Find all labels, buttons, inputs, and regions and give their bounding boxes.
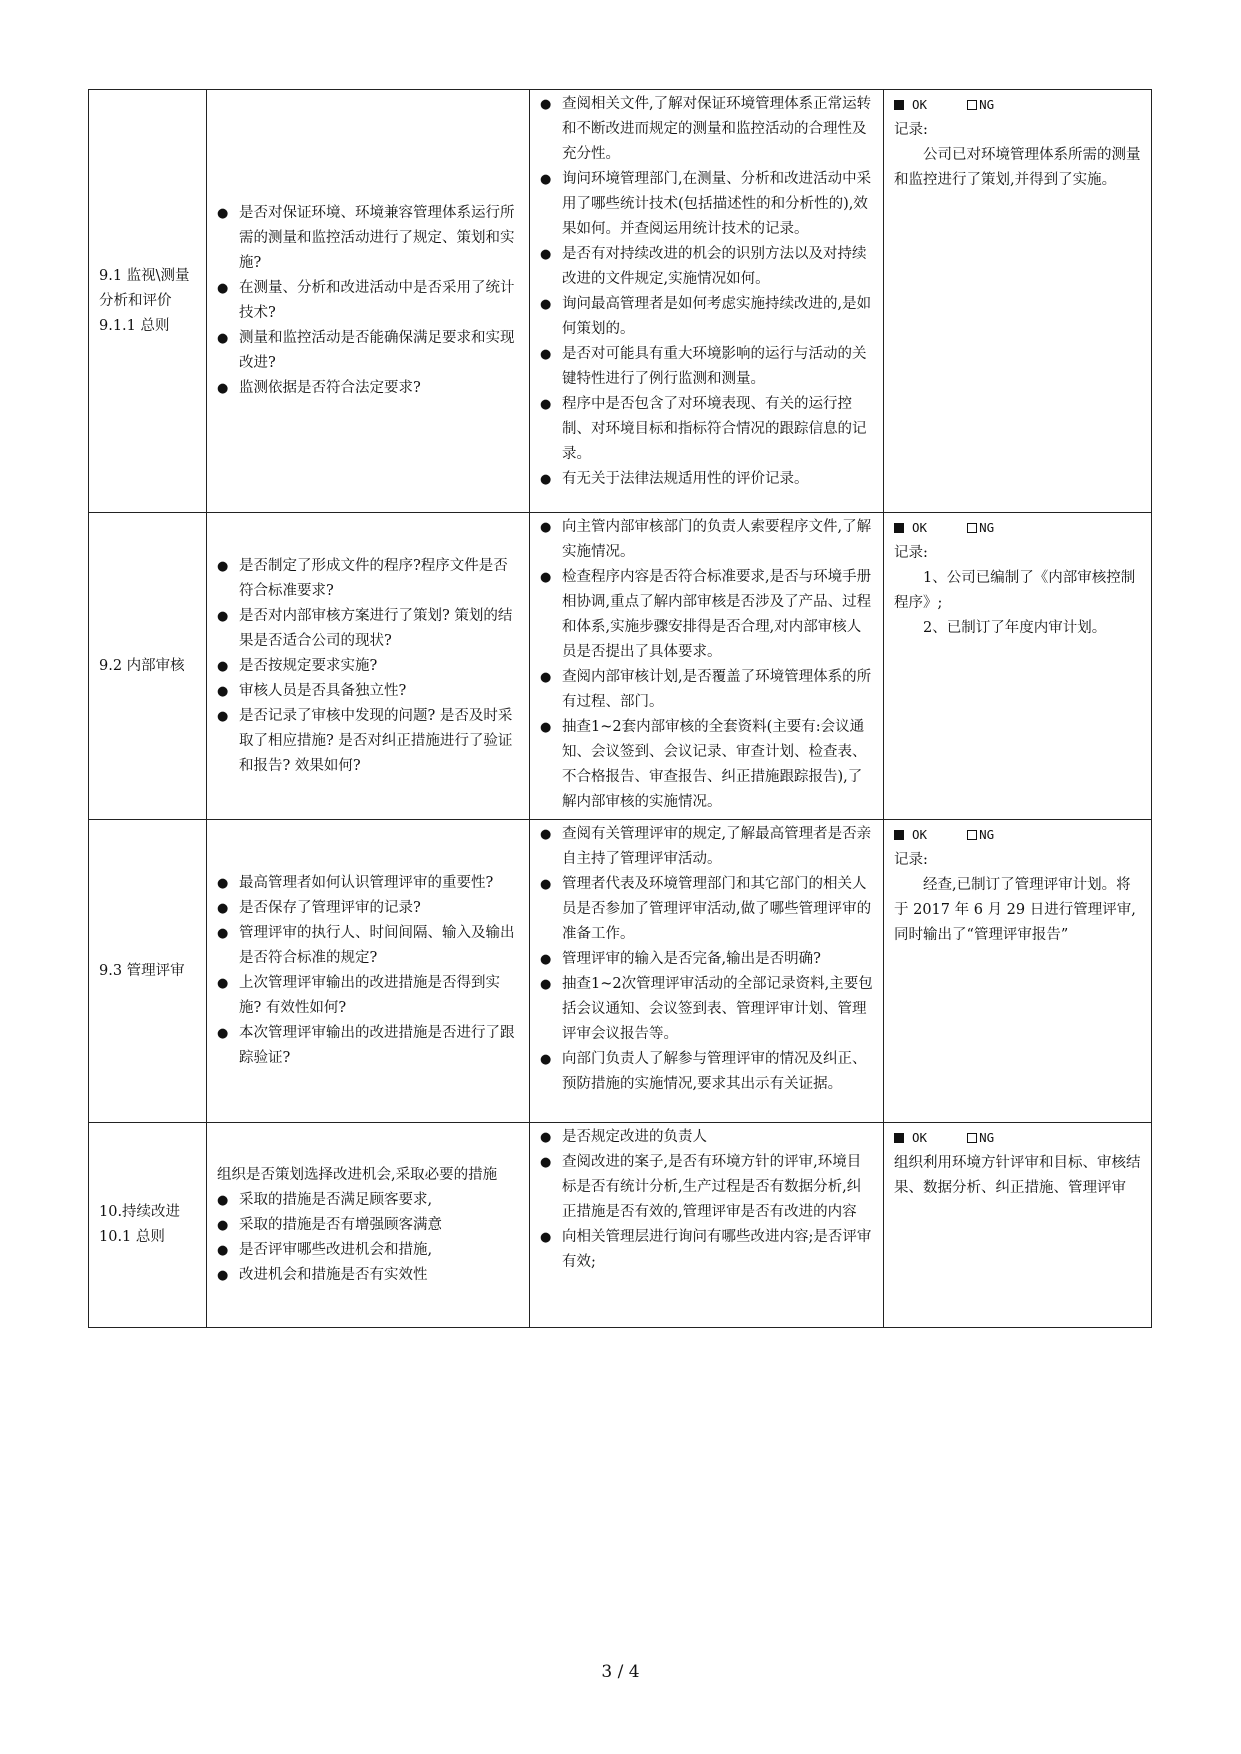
list-item: ● 有无关于法律法规适用性的评价记录。 bbox=[540, 467, 873, 492]
checked-box-icon bbox=[894, 523, 904, 533]
table-row bbox=[89, 513, 1152, 820]
result-cell bbox=[884, 1123, 1152, 1328]
list-item: ● 采取的措施是否有增强顾客满意 bbox=[217, 1213, 519, 1238]
record-label: 记录: bbox=[894, 852, 928, 868]
table-row bbox=[89, 820, 1152, 1123]
ok-ng-checkboxes bbox=[894, 1125, 1141, 1151]
list-item: ● 抽查1~2次管理评审活动的全部记录资料,主要包括会议通知、会议签到表、管理评审计划、管理评审会议报告等。 bbox=[540, 972, 873, 1047]
list-item: ● 是否保存了管理评审的记录? bbox=[217, 896, 519, 921]
requirements-cell bbox=[207, 1123, 530, 1328]
unchecked-box-icon bbox=[967, 523, 977, 533]
clause-title: 9.1 监视\测量分析和评价 bbox=[99, 267, 190, 309]
list-item: ● 本次管理评审输出的改进措施是否进行了跟踪验证? bbox=[217, 1021, 519, 1071]
ok-label: OK bbox=[912, 97, 928, 112]
ok-label: OK bbox=[912, 827, 928, 842]
list-item: ● 审核人员是否具备独立性? bbox=[217, 679, 519, 704]
ng-label: NG bbox=[979, 520, 995, 535]
list-item: ● 管理评审的输入是否完备,输出是否明确? bbox=[540, 947, 873, 972]
record-text: 2、已制订了年度内审计划。 bbox=[923, 620, 1107, 636]
record-label: 记录: bbox=[894, 545, 928, 561]
list-item: ● 是否记录了审核中发现的问题? 是否及时采取了相应措施? 是否对纠正措施进行了验证和报告? 效果如何? bbox=[217, 704, 519, 779]
list-item: ● 是否制定了形成文件的程序?程序文件是否符合标准要求? bbox=[217, 554, 519, 604]
list-item: ● 管理评审的执行人、时间间隔、输入及输出是否符合标准的规定? bbox=[217, 921, 519, 971]
ok-label: OK bbox=[912, 1130, 928, 1145]
check-method-cell bbox=[530, 1123, 884, 1328]
page-number: 3 / 4 bbox=[601, 1662, 640, 1682]
list-item: ● 是否对可能具有重大环境影响的运行与活动的关键特性进行了例行监测和测量。 bbox=[540, 342, 873, 392]
record-text: 经查,已制订了管理评审计划。将于 2017 年 6 月 29 日进行管理评审,同时输出了“管理评审报告” bbox=[894, 877, 1136, 943]
clause-cell bbox=[89, 513, 207, 820]
record-text: 公司已对环境管理体系所需的测量和监控进行了策划,并得到了实施。 bbox=[894, 147, 1141, 188]
list-item: ● 监测依据是否符合法定要求? bbox=[217, 376, 519, 401]
record-label: 记录: bbox=[894, 122, 928, 138]
list-item: ● 查阅相关文件,了解对保证环境管理体系正常运转和不断改进而规定的测量和监控活动的合理性及充分性。 bbox=[540, 92, 873, 167]
record-text: 1、公司已编制了《内部审核控制程序》; bbox=[894, 570, 1136, 611]
record-text: 组织利用环境方针评审和目标、审核结果、数据分析、纠正措施、管理评审 bbox=[894, 1155, 1141, 1196]
list-item: ● 最高管理者如何认识管理评审的重要性? bbox=[217, 871, 519, 896]
ok-ng-checkboxes bbox=[894, 822, 1141, 848]
list-item: ● 管理者代表及环境管理部门和其它部门的相关人员是否参加了管理评审活动,做了哪些管理评审的准备工作。 bbox=[540, 872, 873, 947]
list-item: ● 程序中是否包含了对环境表现、有关的运行控制、对环境目标和指标符合情况的跟踪信息的记录。 bbox=[540, 392, 873, 467]
clause-title: 9.3 管理评审 bbox=[99, 962, 185, 979]
ok-ng-checkboxes bbox=[894, 515, 1141, 541]
list-item: ● 抽查1~2套内部审核的全套资料(主要有:会议通知、会议签到、会议记录、审查计划、检查表、不合格报告、审查报告、纠正措施跟踪报告),了解内部审核的实施情况。 bbox=[540, 715, 873, 815]
result-cell bbox=[884, 820, 1152, 1123]
list-item: ● 询问环境管理部门,在测量、分析和改进活动中采用了哪些统计技术(包括描述性的和分析性的),效果如何。并查阅运用统计技术的记录。 bbox=[540, 167, 873, 242]
list-item: ● 查阅有关管理评审的规定,了解最高管理者是否亲自主持了管理评审活动。 bbox=[540, 822, 873, 872]
list-item: ● 是否对内部审核方案进行了策划? 策划的结果是否适合公司的现状? bbox=[217, 604, 519, 654]
list-item: ● 是否规定改进的负责人 bbox=[540, 1125, 873, 1150]
list-item: ● 向主管内部审核部门的负责人索要程序文件,了解实施情况。 bbox=[540, 515, 873, 565]
requirements-intro: 组织是否策划选择改进机会,采取必要的措施 bbox=[217, 1166, 498, 1183]
list-item: ● 采取的措施是否满足顾客要求, bbox=[217, 1188, 519, 1213]
list-item: ● 是否有对持续改进的机会的识别方法以及对持续改进的文件规定,实施情况如何。 bbox=[540, 242, 873, 292]
checked-box-icon bbox=[894, 1133, 904, 1143]
clause-subtitle: 10.1 总则 bbox=[99, 1229, 165, 1245]
check-method-cell bbox=[530, 820, 884, 1123]
table-row bbox=[89, 90, 1152, 513]
ng-label: NG bbox=[979, 97, 995, 112]
list-item: ● 向相关管理层进行询问有哪些改进内容;是否评审有效; bbox=[540, 1225, 873, 1275]
clause-title: 10.持续改进 bbox=[99, 1204, 181, 1220]
ng-label: NG bbox=[979, 1130, 995, 1145]
clause-cell bbox=[89, 1123, 207, 1328]
ng-label: NG bbox=[979, 827, 995, 842]
clause-cell bbox=[89, 820, 207, 1123]
audit-checklist-table bbox=[88, 89, 1152, 1328]
list-item: ● 测量和监控活动是否能确保满足要求和实现改进? bbox=[217, 326, 519, 376]
checked-box-icon bbox=[894, 100, 904, 110]
ok-label: OK bbox=[912, 520, 928, 535]
list-item: ● 向部门负责人了解参与管理评审的情况及纠正、预防措施的实施情况,要求其出示有关证据。 bbox=[540, 1047, 873, 1097]
list-item: ● 上次管理评审输出的改进措施是否得到实施? 有效性如何? bbox=[217, 971, 519, 1021]
list-item: ● 查阅改进的案子,是否有环境方针的评审,环境目标是否有统计分析,生产过程是否有数据分析,纠正措施是否有效的,管理评审是否有改进的内容 bbox=[540, 1150, 873, 1225]
table-row bbox=[89, 1123, 1152, 1328]
clause-cell bbox=[89, 90, 207, 513]
clause-title: 9.2 内部审核 bbox=[99, 657, 185, 674]
list-item: ● 查阅内部审核计划,是否覆盖了环境管理体系的所有过程、部门。 bbox=[540, 665, 873, 715]
requirements-cell bbox=[207, 90, 530, 513]
result-cell bbox=[884, 513, 1152, 820]
unchecked-box-icon bbox=[967, 100, 977, 110]
list-item: ● 询问最高管理者是如何考虑实施持续改进的,是如何策划的。 bbox=[540, 292, 873, 342]
result-cell bbox=[884, 90, 1152, 513]
list-item: ● 是否评审哪些改进机会和措施, bbox=[217, 1238, 519, 1263]
list-item: ● 是否按规定要求实施? bbox=[217, 654, 519, 679]
ok-ng-checkboxes bbox=[894, 92, 1141, 118]
checked-box-icon bbox=[894, 830, 904, 840]
list-item: ● 在测量、分析和改进活动中是否采用了统计技术? bbox=[217, 276, 519, 326]
check-method-cell bbox=[530, 513, 884, 820]
clause-subtitle: 9.1.1 总则 bbox=[99, 317, 170, 334]
list-item: ● 是否对保证环境、环境兼容管理体系运行所需的测量和监控活动进行了规定、策划和实施? bbox=[217, 201, 519, 276]
list-item: ● 改进机会和措施是否有实效性 bbox=[217, 1263, 519, 1288]
unchecked-box-icon bbox=[967, 830, 977, 840]
unchecked-box-icon bbox=[967, 1133, 977, 1143]
list-item: ● 检查程序内容是否符合标准要求,是否与环境手册相协调,重点了解内部审核是否涉及了产品、过程和体系,实施步骤安排得是否合理,对内部审核人员是否提出了具体要求。 bbox=[540, 565, 873, 665]
requirements-cell bbox=[207, 820, 530, 1123]
requirements-cell bbox=[207, 513, 530, 820]
check-method-cell bbox=[530, 90, 884, 513]
